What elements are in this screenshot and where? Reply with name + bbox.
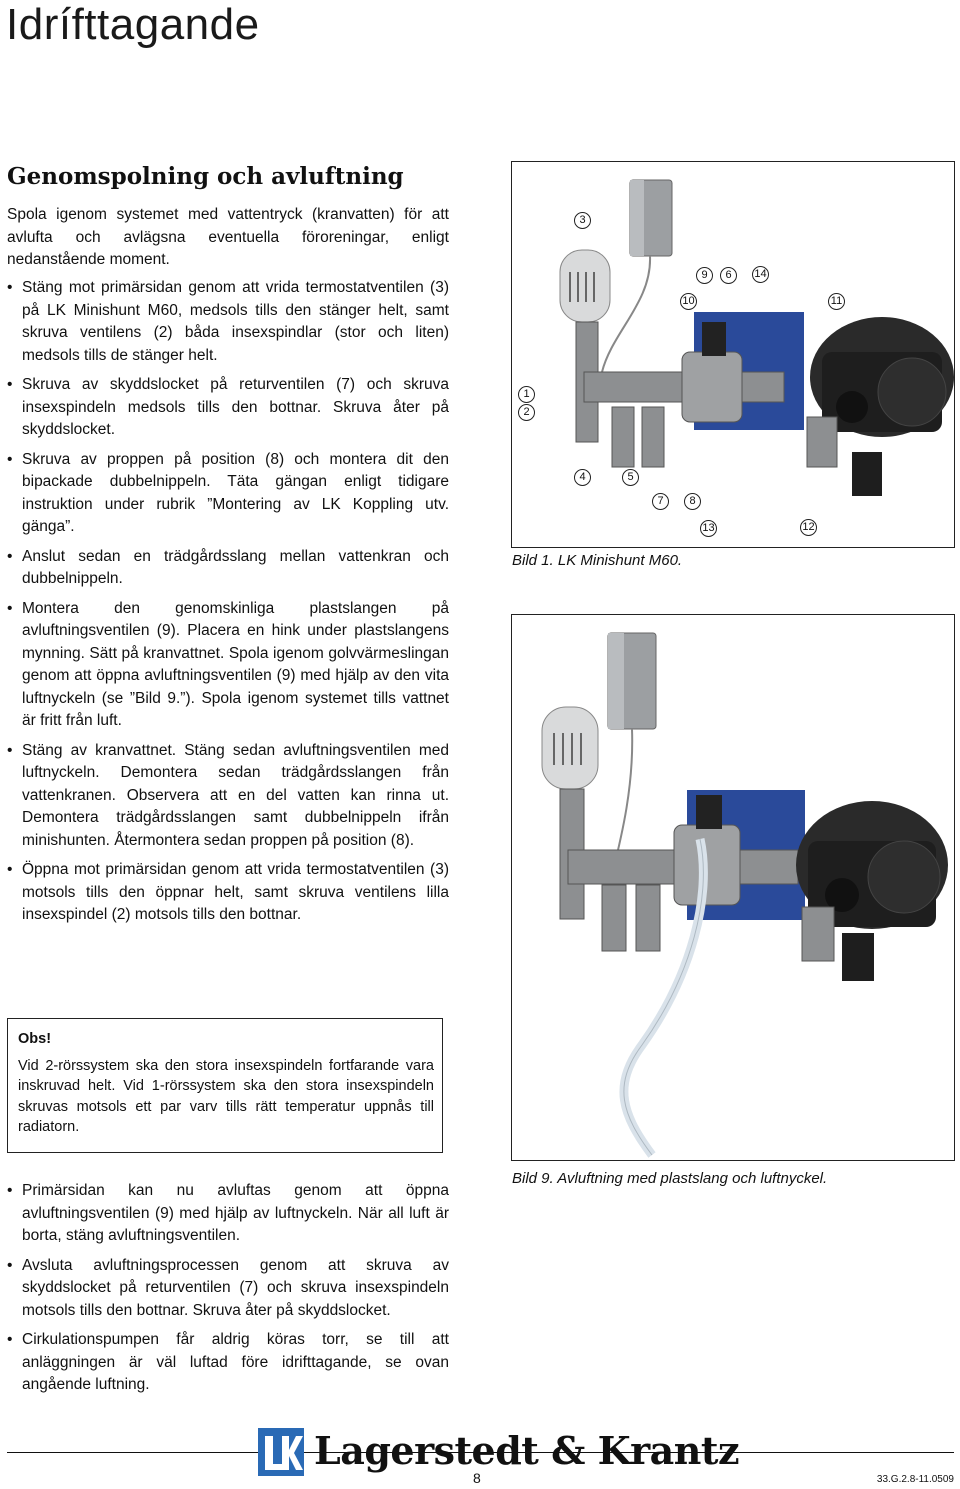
obs-title: Obs! — [18, 1031, 52, 1047]
figure1-caption: Bild 1. LK Minishunt M60. — [512, 552, 683, 569]
callout-2: 2 — [518, 404, 535, 421]
callout-4: 4 — [574, 469, 591, 486]
step-item: • Öppna mot primärsidan genom att vrida termostatventilen (3) motsols tills den öppnar helt, samt skruva ventilens lilla insexspindel (2) motsols tills den bottnar. — [7, 859, 449, 927]
callout-5: 5 — [622, 469, 639, 486]
page-title: Idrífttagande — [6, 0, 260, 49]
obs-text: Vid 2-rörssystem ska den stora insexspindeln fortfarande vara inskruvad helt. Vid 1-rörssystem ska den stora insexspindeln skruvas motsols ett par varv tills rätt temperatur uppnås till radiatorn. — [18, 1057, 434, 1135]
step-item: • Skruva av proppen på position (8) och montera dit den bipackade dubbelnippeln. Täta gängan enligt tidigare instruktion under rubrik ”Montering av LK Koppling utv. gänga”. — [7, 449, 449, 539]
step-list-after — [7, 1180, 449, 1404]
callout-12: 12 — [800, 519, 817, 536]
figure-venting — [511, 614, 955, 1161]
step-item: • Montera den genomskinliga plastslangen på avluftningsventilen (9). Placera en hink under plastslangens mynning. Sätt på kranvattnet. Spola igenom golvvärmeslingan genom att öppna avluftningsventilen (9) med hjälp av den vita luftnyckeln (se ”Bild 9.”). Spola igenom systemet tills vattnet är fritt från luft. — [7, 598, 449, 733]
lk-logo-icon — [258, 1428, 304, 1476]
step-list — [7, 277, 449, 934]
callout-13: 13 — [700, 520, 717, 537]
callout-7: 7 — [652, 493, 669, 510]
callout-8: 8 — [684, 493, 701, 510]
figure-minishunt — [511, 161, 955, 548]
step-item: • Cirkulationspumpen får aldrig köras torr, se till att anläggningen är väl luftad före idrifttagande, se ovan angående luftning. — [7, 1329, 449, 1397]
callout-1: 1 — [518, 386, 535, 403]
callout-14: 14 — [752, 266, 769, 283]
intro-text: Spola igenom systemet med vattentryck (kranvatten) för att avlufta och avlägsna eventuella föroreningar, enligt nedanstående moment. — [7, 206, 449, 268]
callout-6: 6 — [720, 267, 737, 284]
step-item: • Stäng av kranvattnet. Stäng sedan avluftningsventilen med luftnyckeln. Demontera sedan trädgårdsslangen från vattenkranen. Observera att en del vatten kan rinna ut. Demontera trädgårdsslangen samt dubbelnippeln ifrån minishunten. Återmontera sedan proppen på position (8). — [7, 740, 449, 853]
venting-illustration — [512, 615, 955, 1161]
section-heading: Genomspolning och avluftning — [7, 163, 404, 190]
page-number: 8 — [473, 1470, 481, 1486]
step-item: • Primärsidan kan nu avluftas genom att öppna avluftningsventilen (9) med hjälp av luftnyckeln. När all luft är borta, stäng avluftningsventilen. — [7, 1180, 449, 1248]
company-name: Lagerstedt & Krantz — [314, 1428, 740, 1473]
callout-10: 10 — [680, 293, 697, 310]
intro-paragraph — [7, 204, 449, 272]
callout-11: 11 — [828, 293, 845, 310]
figure9-caption: Bild 9. Avluftning med plastslang och luftnyckel. — [512, 1170, 828, 1187]
step-item: • Stäng mot primärsidan genom att vrida termostatventilen (3) på LK Minishunt M60, medsols tills den stänger helt, samt skruva ventilens (2) båda insexspindlar (stor och liten) medsols tills de stänger helt. — [7, 277, 449, 367]
obs-note-box — [7, 1018, 443, 1153]
step-item: • Anslut sedan en trädgårdsslang mellan vattenkran och dubbelnippeln. — [7, 546, 449, 591]
callout-9: 9 — [696, 267, 713, 284]
step-item: • Skruva av skyddslocket på returventilen (7) och skruva insexspindeln medsols tills den bottnar. Skruva åter på skyddslocket. — [7, 374, 449, 442]
callout-3: 3 — [574, 212, 591, 229]
step-item: • Avsluta avluftningsprocessen genom att skruva av skyddslocket på returventilen (7) och skruva insexspindeln motsols tills den bottnar. Skruva åter på skyddslocket. — [7, 1255, 449, 1323]
lk-logo — [258, 1428, 304, 1476]
document-code: 33.G.2.8-11.0509 — [876, 1474, 954, 1485]
